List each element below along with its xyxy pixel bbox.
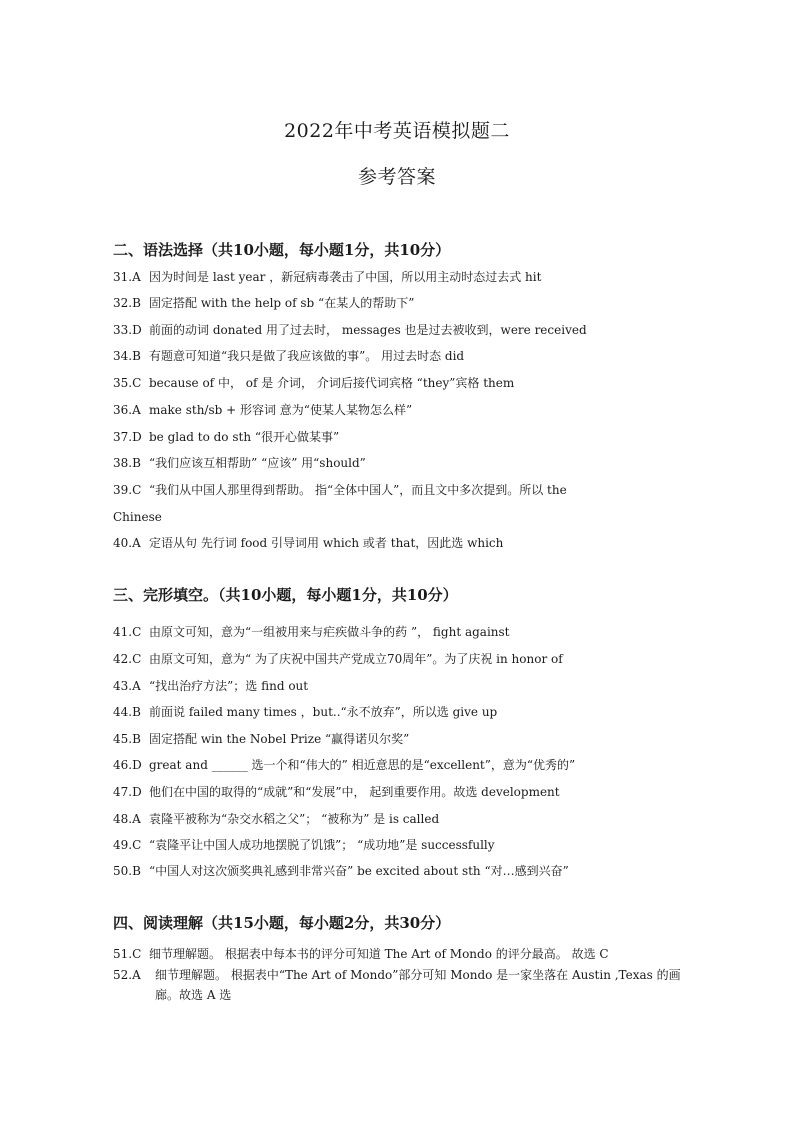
answer-line <box>113 455 366 471</box>
answer-line <box>113 482 567 498</box>
answer-number: 36.A <box>113 403 141 417</box>
answer-line <box>113 678 308 694</box>
answer-line <box>113 295 414 311</box>
answer-text: 由原文可知，意为“ 为了庆祝中国共产党成立70周年”。为了庆祝 in honor of <box>149 652 563 666</box>
answer-text: make sth/sb + 形容词 意为“使某人某物怎么样” <box>149 403 413 417</box>
answer-number: 45.B <box>113 732 141 746</box>
answer-number: 49.C <box>113 838 142 852</box>
answer-number: 37.D <box>113 430 142 444</box>
answer-number: 44.B <box>113 705 141 719</box>
answer-text: 定语从句 先行词 food 引导词用 which 或者 that，因此选 which <box>149 536 504 550</box>
answer-line <box>113 535 503 551</box>
answer-text: 袁隆平被称为“杂交水稻之父”； “被称为” 是 is called <box>149 812 440 826</box>
answer-number: 50.B <box>113 864 141 878</box>
answer-line <box>113 651 563 667</box>
answer-text: 有题意可知道“我只是做了我应该做的事”。 用过去时态 did <box>149 349 465 363</box>
answer-number: 38.B <box>113 456 141 470</box>
answer-line <box>113 731 409 747</box>
answer-line <box>113 348 464 364</box>
answer-number: 35.C <box>113 376 142 390</box>
answer-line <box>113 811 439 827</box>
answer-number: 46.D <box>113 758 142 772</box>
answer-number: 33.D <box>113 323 142 337</box>
answer-text: 固定搭配 win the Nobel Prize “赢得诺贝尔奖” <box>149 732 410 746</box>
answer-number: 42.C <box>113 652 142 666</box>
answer-text: “中国人对这次颁奖典礼感到非常兴奋” be excited about sth “对…感到兴奋” <box>149 864 569 878</box>
answer-line <box>113 322 587 338</box>
answer-line <box>113 269 541 285</box>
answer-text: great and ______ 选一个和“伟大的” 相近意思的是“excellent”，意为“优秀的” <box>149 758 576 772</box>
answer-text: 前面的动词 donated 用了过去时， messages 也是过去被收到，were received <box>149 323 587 337</box>
answer-text: “找出治疗方法”；选 find out <box>149 679 309 693</box>
answer-text: “袁隆平让中国人成功地摆脱了饥饿”； “成功地”是 successfully <box>149 838 495 852</box>
answer-text: 细节理解题。 根据表中每本书的评分可知道 The Art of Mondo 的评分最高。 故选 C <box>149 947 609 961</box>
section-heading-reading: 四、阅读理解（共15小题，每小题2分，共30分） <box>113 914 451 932</box>
answer-text: “我们从中国人那里得到帮助。 指“全体中国人”，而且文中多次提到。所以 the <box>149 483 567 497</box>
answer-text: 固定搭配 with the help of sb “在某人的帮助下” <box>149 296 415 310</box>
answer-line <box>113 429 339 445</box>
document-subtitle: 参考答案 <box>357 166 436 188</box>
answer-text: 由原文可知，意为“一组被用来与疟疾做斗争的药 ”， fight against <box>149 625 510 639</box>
answer-number: 39.C <box>113 483 142 497</box>
answer-text: 细节理解题。 根据表中“The Art of Mondo”部分可知 Mondo 是一家坐落在 Austin ,Texas 的画廊。故选 A 选 <box>155 968 681 1002</box>
answer-number: 52.A <box>113 968 141 982</box>
answer-number: 43.A <box>113 679 141 693</box>
answer-number: 34.B <box>113 349 141 363</box>
answer-number: 48.A <box>113 812 141 826</box>
answer-line <box>113 965 693 1005</box>
answer-line <box>113 402 412 418</box>
section-heading-cloze: 三、完形填空。（共10小题，每小题1分，共10分） <box>113 586 458 604</box>
answer-text: be glad to do sth “很开心做某事” <box>149 430 340 444</box>
answer-line <box>113 624 510 640</box>
answer-text: 因为时间是 last year ，新冠病毒袭击了中国，所以用主动时态过去式 hit <box>149 270 542 284</box>
answer-line <box>113 863 569 879</box>
answer-continuation: Chinese <box>113 510 162 524</box>
answer-text: 他们在中国的取得的“成就”和“发展”中， 起到重要作用。故选 development <box>149 785 560 799</box>
answer-line <box>113 784 560 800</box>
answer-line <box>113 757 575 773</box>
answer-text: 前面说 failed many times ，but..“永不放弃”，所以选 give up <box>149 705 498 719</box>
answer-line <box>113 946 609 962</box>
answer-text: because of 中， of 是 介词， 介词后接代词宾格 “they”宾格 them <box>149 376 515 390</box>
answer-text: “我们应该互相帮助” “应该” 用“should” <box>149 456 366 470</box>
answer-number: 47.D <box>113 785 142 799</box>
answer-line <box>113 375 514 391</box>
answer-number: 51.C <box>113 947 142 961</box>
answer-number: 32.B <box>113 296 141 310</box>
answer-number: 40.A <box>113 536 141 550</box>
answer-line <box>113 704 497 720</box>
answer-line <box>113 837 495 853</box>
answer-number: 41.C <box>113 625 142 639</box>
answer-number: 31.A <box>113 270 141 284</box>
section-heading-grammar: 二、语法选择（共10小题，每小题1分，共10分） <box>113 241 451 259</box>
document-title: 2022年中考英语模拟题二 <box>284 120 510 142</box>
